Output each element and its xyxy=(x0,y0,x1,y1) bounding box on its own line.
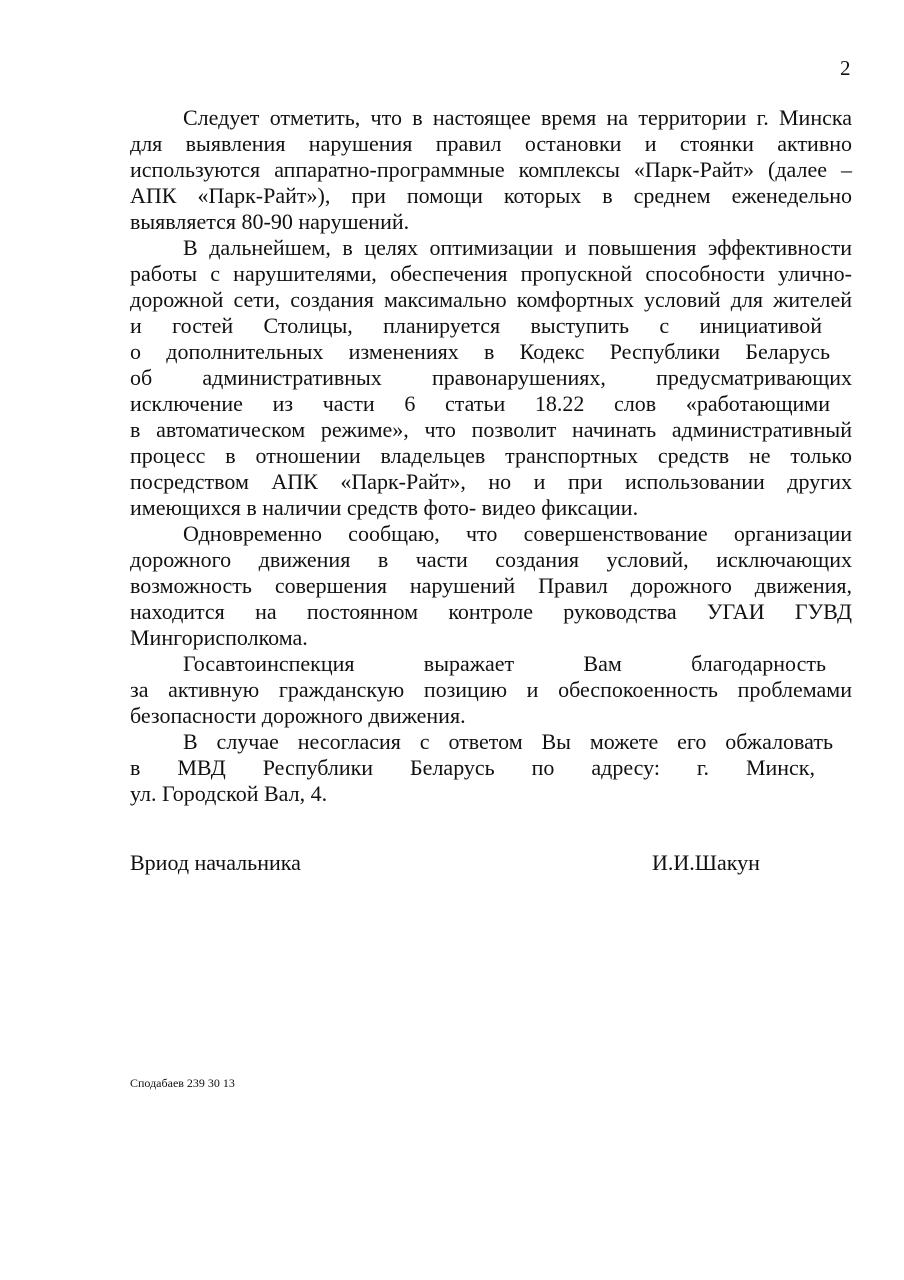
paragraph-line: об административных правонарушениях, предусматривающих xyxy=(130,365,852,390)
paragraph-line: в автоматическом режиме», что позволит начинать административный xyxy=(130,417,852,442)
paragraph-line: используются аппаратно-программные комплексы «Парк-Райт» (далее – xyxy=(130,157,852,182)
paragraph-line: Следует отметить, что в настоящее время на территории г. Минска xyxy=(183,105,852,130)
paragraph-line: для выявления нарушения правил остановки и стоянки активно xyxy=(130,131,852,156)
signatory-title: Вриод начальника xyxy=(130,850,301,875)
paragraph-line: АПК «Парк-Райт»), при помощи которых в среднем еженедельно xyxy=(130,183,852,208)
page-number: 2 xyxy=(840,56,851,80)
paragraph-line: Госавтоинспекция выражает Вам благодарность xyxy=(183,651,826,676)
paragraph-line: Одновременно сообщаю, что совершенствование организации xyxy=(183,521,852,546)
paragraph-line: Мингорисполкома. xyxy=(130,625,308,650)
paragraph-line: исключение из части 6 статьи 18.22 слов «работающими xyxy=(130,391,830,416)
paragraph-line: возможность совершения нарушений Правил дорожного движения, xyxy=(130,573,852,598)
paragraph-line: о дополнительных изменениях в Кодекс Республики Беларусь xyxy=(130,339,830,364)
paragraph-line: за активную гражданскую позицию и обеспокоенность проблемами xyxy=(130,677,852,702)
paragraph-line: безопасности дорожного движения. xyxy=(130,703,466,728)
paragraph-line: ул. Городской Вал, 4. xyxy=(130,781,328,806)
paragraph-line: В дальнейшем, в целях оптимизации и повышения эффективности xyxy=(183,235,852,260)
paragraph-line: посредством АПК «Парк-Райт», но и при использовании других xyxy=(130,469,852,494)
paragraph-line: В случае несогласия с ответом Вы можете его обжаловать xyxy=(183,729,833,754)
paragraph-line: имеющихся в наличии средств фото- видео фиксации. xyxy=(130,495,639,520)
paragraph-line: работы с нарушителями, обеспечения пропускной способности улично- xyxy=(130,261,852,286)
paragraph-line: в МВД Республики Беларусь по адресу: г. Минск, xyxy=(130,755,815,780)
signatory-name: И.И.Шакун xyxy=(652,850,760,875)
executor-contact: Сподабаев 239 30 13 xyxy=(130,1076,235,1090)
paragraph-line: выявляется 80-90 нарушений. xyxy=(130,209,410,234)
paragraph-line: дорожного движения в части создания условий, исключающих xyxy=(130,547,852,572)
paragraph-line: и гостей Столицы, планируется выступить с инициативой xyxy=(130,313,822,338)
paragraph-line: процесс в отношении владельцев транспортных средств не только xyxy=(130,443,852,468)
paragraph-line: находится на постоянном контроле руководства УГАИ ГУВД xyxy=(130,599,852,624)
paragraph-line: дорожной сети, создания максимально комфортных условий для жителей xyxy=(130,287,852,312)
